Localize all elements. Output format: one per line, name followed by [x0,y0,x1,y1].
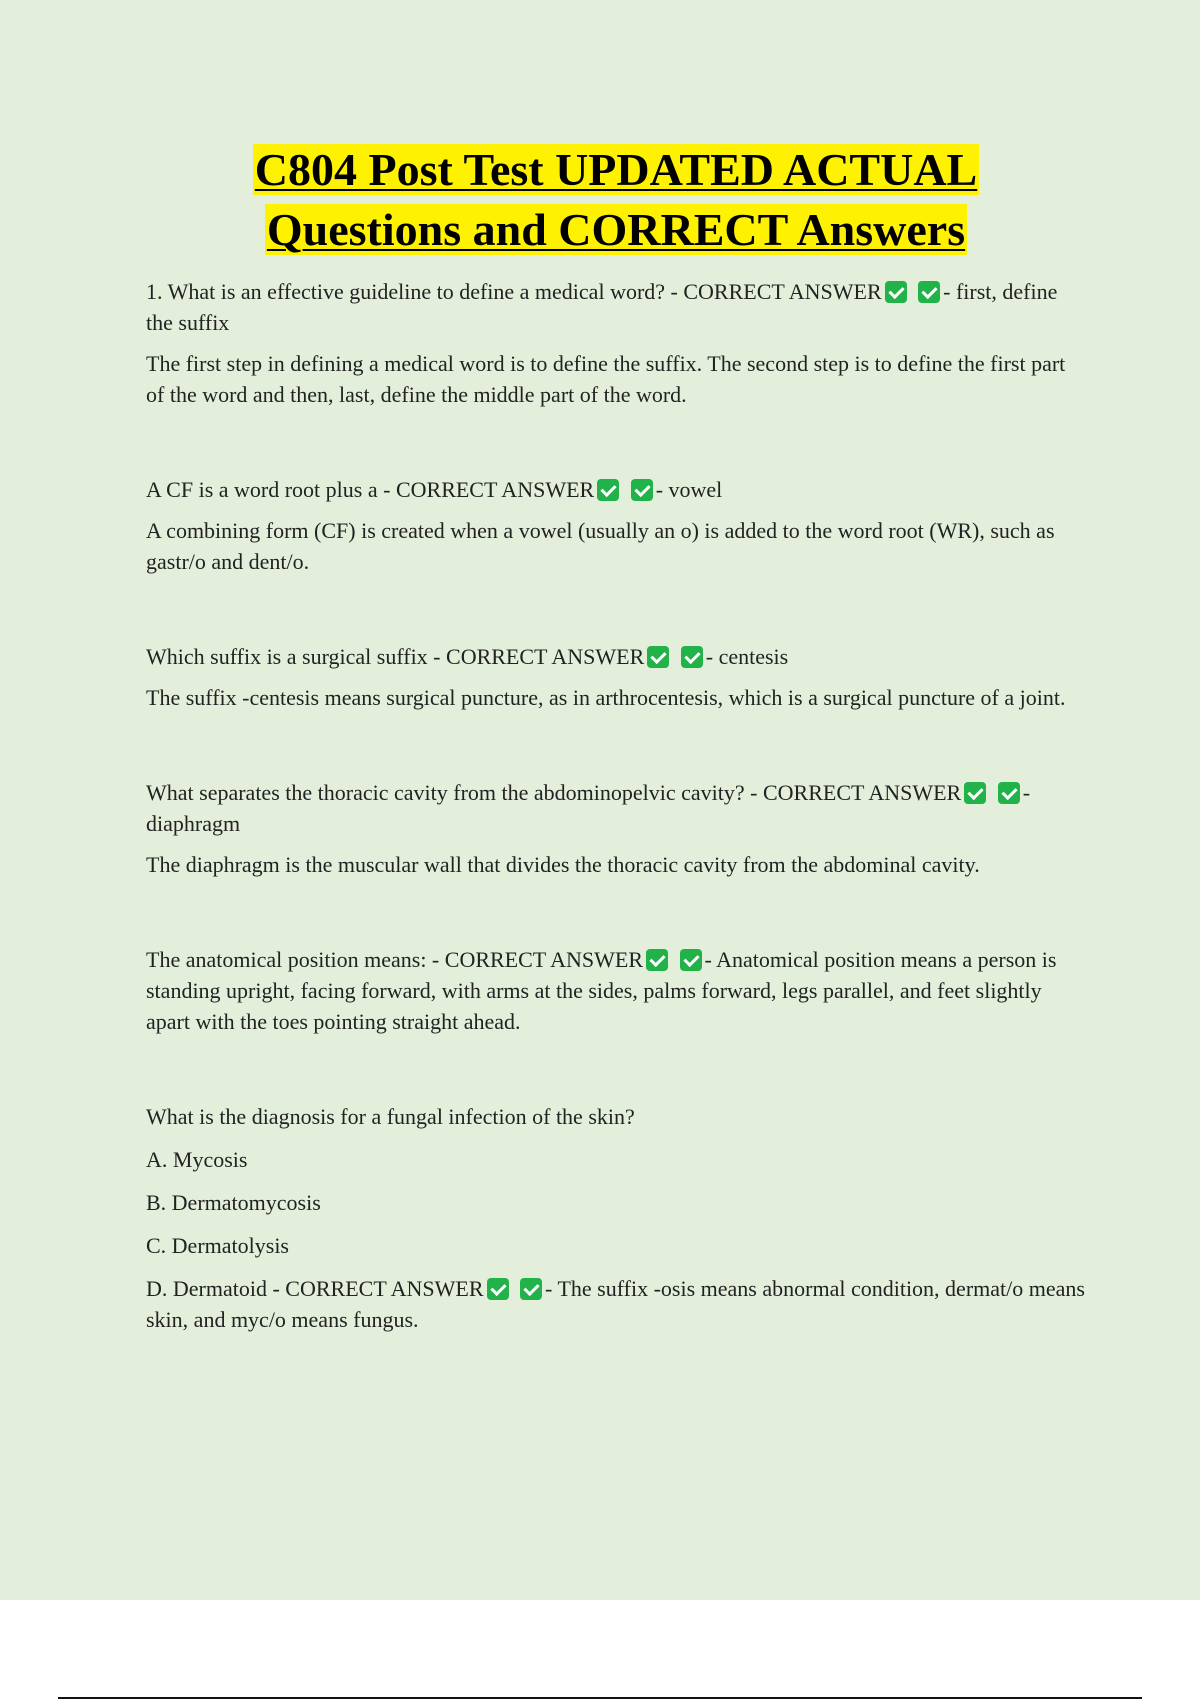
question-line [146,944,1086,1037]
mcq-option-d [146,1273,1086,1335]
answer-text: - Anatomical position means a person is standing upright, facing forward, with arms at the sides, palms forward, legs parallel, and feet slightly apart with the toes pointing straight ahead. [146,947,1057,1034]
explanation-text: A combining form (CF) is created when a vowel (usually an o) is added to the word root (WR), such as gastr/o and dent/o. [146,518,1055,574]
mcq-question: What is the diagnosis for a fungal infection of the skin? [146,1104,635,1129]
question-line [146,777,1086,839]
question-text: The anatomical position means: - [146,947,445,972]
check-mark-icon [487,1278,509,1300]
answer-text: - diaphragm [146,780,1031,836]
question-line [146,276,1086,338]
check-mark-icon [646,949,668,971]
qa-item-5 [146,944,1086,1037]
check-mark-icon [681,646,703,668]
correct-answer-marker: CORRECT ANSWER [446,644,645,669]
page-divider [58,1697,1142,1699]
qa-item-3 [146,641,1086,713]
question-text: A CF is a word root plus a - [146,477,396,502]
question-line [146,474,1086,505]
check-mark-icon [964,782,986,804]
document-content [146,140,1086,1335]
check-mark-icon [520,1278,542,1300]
option-d-text: D. Dermatoid - [146,1276,286,1301]
check-mark-icon [885,281,907,303]
document-title [146,140,1086,260]
correct-answer-marker: CORRECT ANSWER [285,1276,484,1301]
answer-text: - vowel [655,477,723,502]
question-line [146,641,1086,672]
check-mark-icon [597,479,619,501]
check-mark-icon [998,782,1020,804]
check-mark-icon [680,949,702,971]
qa-item-1 [146,276,1086,410]
question-text: 1. What is an effective guideline to define a medical word? - [146,279,684,304]
mcq-item [146,1101,1086,1335]
mcq-option-b: B. Dermatomycosis [146,1190,321,1215]
mcq-option-a: A. Mycosis [146,1147,248,1172]
correct-answer-marker: CORRECT ANSWER [762,780,962,805]
answer-text: - The suffix -osis means abnormal condition, dermat/o means skin, and myc/o means fungus. [146,1276,1085,1332]
qa-item-2 [146,474,1086,577]
answer-text: - first, define the suffix [146,279,1058,335]
check-mark-icon [631,479,653,501]
explanation-text: The first step in defining a medical word is to define the suffix. The second step is to define the first part of the word and then, last, define the middle part of the word. [146,351,1066,407]
question-text: Which suffix is a surgical suffix - [146,644,447,669]
correct-answer-marker: CORRECT ANSWER [683,279,882,304]
title-line-1: C804 Post Test UPDATED ACTUAL [254,144,978,195]
title-line-2: Questions and CORRECT Answers [266,204,966,255]
mcq-option-c: C. Dermatolysis [146,1233,289,1258]
correct-answer-marker: CORRECT ANSWER [395,477,595,502]
qa-item-4 [146,777,1086,880]
question-text: What separates the thoracic cavity from the abdominopelvic cavity? - [146,780,763,805]
correct-answer-marker: CORRECT ANSWER [444,947,644,972]
check-mark-icon [647,646,669,668]
answer-text: - centesis [705,644,789,669]
explanation-text: The diaphragm is the muscular wall that divides the thoracic cavity from the abdominal cavity. [146,852,980,877]
check-mark-icon [918,281,940,303]
explanation-text: The suffix -centesis means surgical puncture, as in arthrocentesis, which is a surgical puncture of a joint. [146,685,1066,710]
